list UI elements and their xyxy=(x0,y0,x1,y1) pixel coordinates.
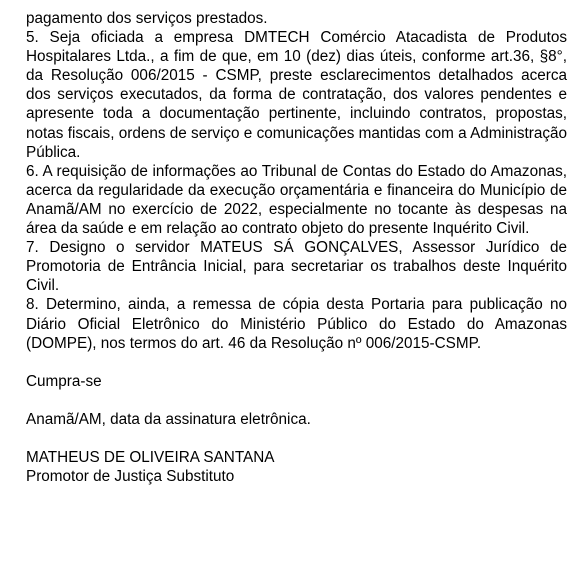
document-body xyxy=(26,9,567,486)
continuation-text: pagamento dos serviços prestados. xyxy=(26,10,268,27)
spacer xyxy=(26,429,567,448)
spacer xyxy=(26,353,567,372)
spacer xyxy=(26,391,567,410)
signer-title: Promotor de Justiça Substituto xyxy=(26,468,235,486)
item-5-paragraph: 5. Seja oficiada a empresa DMTECH Comércio Atacadista de Produtos Hospitalares Ltda., a fim de que, em 10 (dez) dias úteis, conforme art.36, §8°, da Resolução 006/2015 - CSMP, preste esclarecimentos detalhados acerca dos serviços executados, da forma de contratação, dos valores pendentes e apresente toda a documentação pertinente, incluindo contratos, propostas, notas fiscais, ordens de serviço e comunicações mantidas com a Administração Pública. xyxy=(26,29,567,161)
place-date: Anamã/AM, data da assinatura eletrônica. xyxy=(26,410,311,428)
item-7-paragraph: 7. Designo o servidor MATEUS SÁ GONÇALVES, Assessor Jurídico de Promotoria de Entrância Inicial, para secretariar os trabalhos deste Inquérito Civil. xyxy=(26,239,567,295)
item-8-paragraph: 8. Determino, ainda, a remessa de cópia desta Portaria para publicação no Diário Oficial Eletrônico do Ministério Público do Estado do Amazonas (DOMPE), nos termos do art. 46 da Resolução nº 006/2015-CSMP. xyxy=(26,296,567,352)
signer-name: MATHEUS DE OLIVEIRA SANTANA xyxy=(26,449,275,467)
item-6-paragraph: 6. A requisição de informações ao Tribunal de Contas do Estado do Amazonas, acerca da regularidade da execução orçamentária e financeira do Município de Anamã/AM no exercício de 2022, especialmente no tocante às despesas na área da saúde e em relação ao contrato objeto do presente Inquérito Civil. xyxy=(26,162,567,238)
closing-text: Cumpra-se xyxy=(26,372,102,390)
